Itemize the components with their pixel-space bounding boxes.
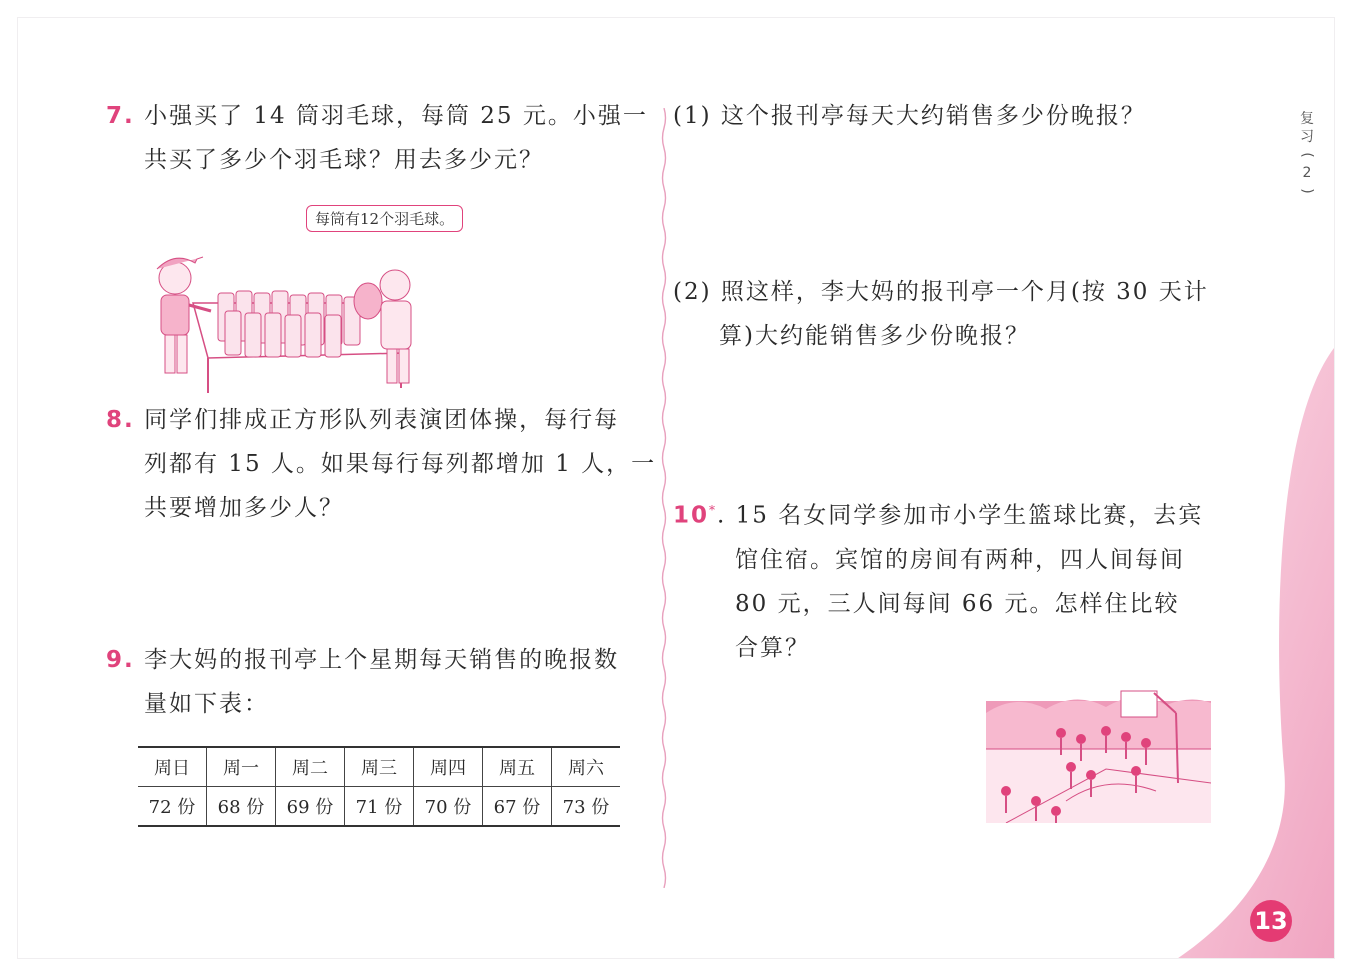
question-text: (2) 照这样，李大妈的报刊亭一个月(按 30 天计 <box>673 279 1209 305</box>
question-text: (1) 这个报刊亭每天大约销售多少份晚报？ <box>673 103 1146 129</box>
question-text: 共买了多少个羽毛球？用去多少元？ <box>144 147 544 173</box>
question-text: 15 名女同学参加市小学生篮球比赛，去宾 <box>735 502 1204 529</box>
question-7 <box>106 94 648 182</box>
table-header-cell: 周日 <box>138 747 207 787</box>
table-cell: 71 份 <box>345 787 414 827</box>
table-cell: 69 份 <box>276 787 345 827</box>
page-number: 13 <box>1250 900 1292 942</box>
column-divider <box>661 108 667 888</box>
section-label-char: 2 <box>1302 165 1312 181</box>
question-text: 算)大约能销售多少份晚报？ <box>719 323 1030 349</box>
table-header-cell: 周六 <box>552 747 621 787</box>
question-dot: . <box>717 502 727 529</box>
question-10 <box>673 488 1203 670</box>
question-text: 小强买了 14 筒羽毛球，每筒 25 元。小强一 <box>144 103 648 129</box>
table-cell: 73 份 <box>562 797 610 818</box>
section-label-char: 复 <box>1300 111 1314 127</box>
question-number: 7. <box>106 103 135 129</box>
optional-star: * <box>709 503 718 517</box>
workbook-page <box>18 18 1334 958</box>
table-header-cell: 周二 <box>276 747 345 787</box>
table-header-cell: 周三 <box>345 747 414 787</box>
question-number: 8. <box>106 407 135 433</box>
table-cell: 72 份 <box>138 787 207 827</box>
question-text: 合算？ <box>735 634 810 661</box>
question-text: 80 元，三人间每间 66 元。怎样住比较 <box>735 590 1180 617</box>
table-cell: 68 份 <box>207 787 276 827</box>
question-text: 馆住宿。宾馆的房间有两种，四人间每间 <box>735 546 1185 573</box>
table-header-cell: 周五 <box>483 747 552 787</box>
table-header-cell: 周四 <box>414 747 483 787</box>
table-row <box>138 787 620 827</box>
question-text: 李大妈的报刊亭上个星期每天销售的晚报数 <box>144 647 620 673</box>
shuttlecock-illustration <box>133 233 423 403</box>
question-text: 量如下表： <box>144 691 269 717</box>
question-number: 9. <box>106 647 135 673</box>
question-9-part-1 <box>673 94 1146 138</box>
section-label-char: ( <box>1299 152 1315 158</box>
question-text: 共要增加多少人？ <box>144 495 344 521</box>
sales-table <box>138 746 620 827</box>
question-8 <box>106 398 656 530</box>
question-text: 同学们排成正方形队列表演团体操，每行每 <box>144 407 620 433</box>
speech-bubble: 每筒有12个羽毛球。 <box>306 205 463 232</box>
section-label-char: 习 <box>1300 129 1314 145</box>
section-label-char: ) <box>1299 188 1315 194</box>
table-header-cell: 周一 <box>207 747 276 787</box>
section-label <box>1296 110 1318 200</box>
table-cell: 70 份 <box>414 787 483 827</box>
table-header-row <box>138 747 620 787</box>
table-cell: 67 份 <box>483 787 552 827</box>
basketball-illustration <box>986 673 1211 823</box>
question-9 <box>106 638 619 726</box>
question-text: 列都有 15 人。如果每行每列都增加 1 人，一 <box>144 451 657 477</box>
question-number: 10 <box>673 502 710 529</box>
question-9-part-2 <box>673 270 1209 358</box>
